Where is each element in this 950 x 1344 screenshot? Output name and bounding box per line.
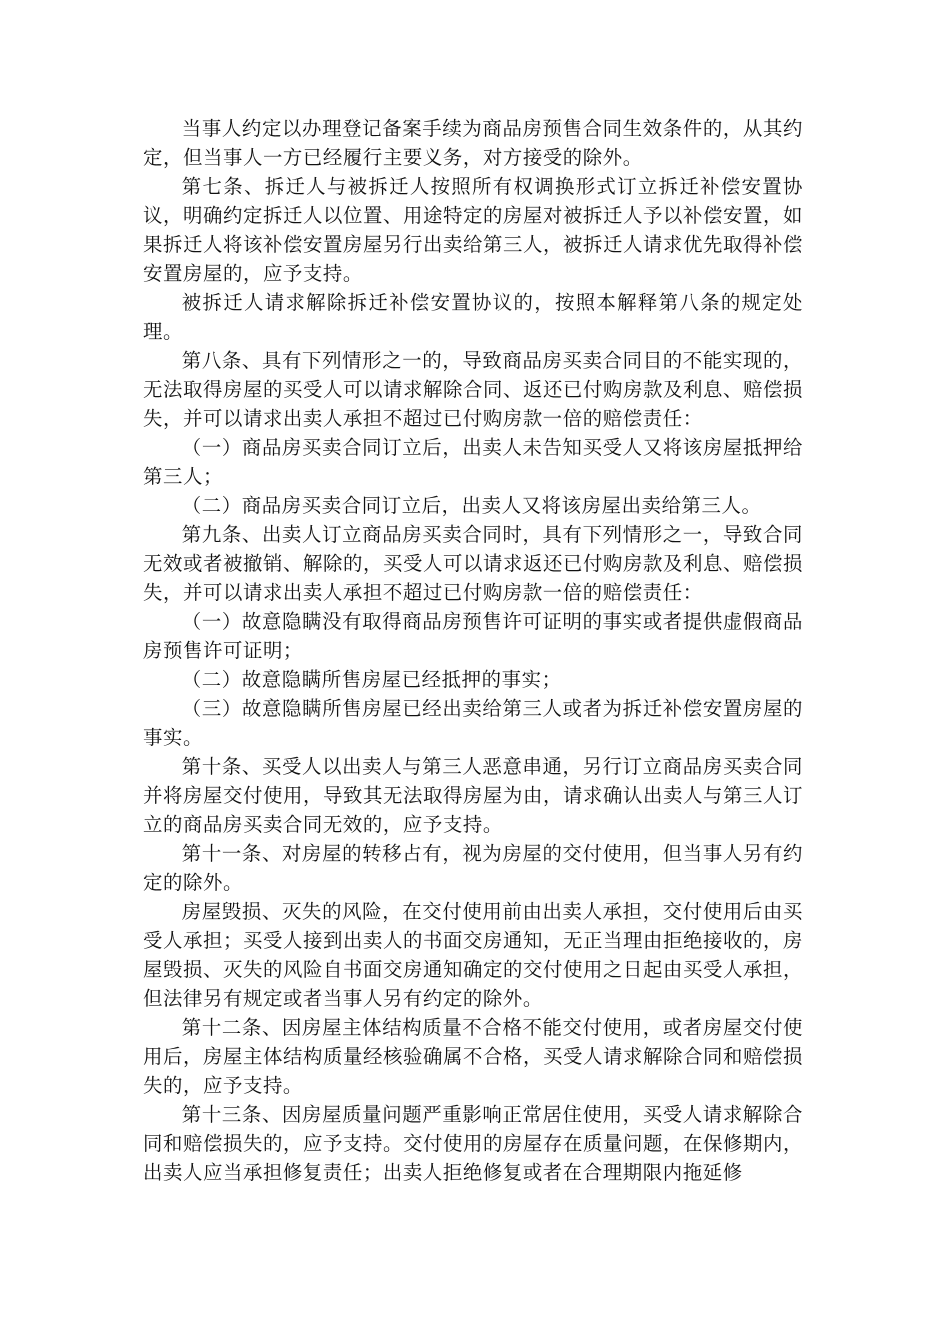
list-item: （三）故意隐瞒所售房屋已经出卖给第三人或者为拆迁补偿安置房屋的事实。 bbox=[143, 697, 803, 749]
paragraph: 第七条、拆迁人与被拆迁人按照所有权调换形式订立拆迁补偿安置协议，明确约定拆迁人以位置、用途特定的房屋对被拆迁人予以补偿安置，如果拆迁人将该补偿安置房屋另行出卖给第三人，被拆迁人请求优先取得补偿安置房屋的，应予支持。 bbox=[143, 175, 803, 285]
paragraph: 第十三条、因房屋质量问题严重影响正常居住使用，买受人请求解除合同和赔偿损失的，应予支持。交付使用的房屋存在质量问题，在保修期内，出卖人应当承担修复责任；出卖人拒绝修复或者在合理期限内拖延修 bbox=[143, 1103, 803, 1184]
list-item: （一）故意隐瞒没有取得商品房预售许可证明的事实或者提供虚假商品房预售许可证明； bbox=[143, 610, 803, 662]
paragraph: 第十二条、因房屋主体结构质量不合格不能交付使用，或者房屋交付使用后，房屋主体结构质量经核验确属不合格，买受人请求解除合同和赔偿损失的，应予支持。 bbox=[143, 1016, 803, 1097]
paragraph: 第九条、出卖人订立商品房买卖合同时，具有下列情形之一，导致合同无效或者被撤销、解除的，买受人可以请求返还已付购房款及利息、赔偿损失，并可以请求出卖人承担不超过已付购房款一倍的赔偿责任： bbox=[143, 523, 803, 604]
paragraph: 第十一条、对房屋的转移占有，视为房屋的交付使用，但当事人另有约定的除外。 bbox=[143, 842, 803, 894]
paragraph: 房屋毁损、灭失的风险，在交付使用前由出卖人承担，交付使用后由买受人承担；买受人接到出卖人的书面交房通知，无正当理由拒绝接收的，房屋毁损、灭失的风险自书面交房通知确定的交付使用之日起由买受人承担，但法律另有规定或者当事人另有约定的除外。 bbox=[143, 900, 803, 1010]
paragraph: 第八条、具有下列情形之一的，导致商品房买卖合同目的不能实现的，无法取得房屋的买受人可以请求解除合同、返还已付购房款及利息、赔偿损失，并可以请求出卖人承担不超过已付购房款一倍的赔偿责任： bbox=[143, 349, 803, 430]
paragraph: 当事人约定以办理登记备案手续为商品房预售合同生效条件的，从其约定，但当事人一方已经履行主要义务，对方接受的除外。 bbox=[143, 117, 803, 169]
document-body bbox=[143, 114, 803, 1187]
list-item: （一）商品房买卖合同订立后，出卖人未告知买受人又将该房屋抵押给第三人； bbox=[143, 436, 803, 488]
list-item: （二）故意隐瞒所售房屋已经抵押的事实； bbox=[181, 668, 562, 691]
paragraph: 第十条、买受人以出卖人与第三人恶意串通，另行订立商品房买卖合同并将房屋交付使用，导致其无法取得房屋为由，请求确认出卖人与第三人订立的商品房买卖合同无效的，应予支持。 bbox=[143, 755, 803, 836]
list-item: （二）商品房买卖合同订立后，出卖人又将该房屋出卖给第三人。 bbox=[181, 494, 762, 517]
paragraph: 被拆迁人请求解除拆迁补偿安置协议的，按照本解释第八条的规定处理。 bbox=[143, 291, 803, 343]
